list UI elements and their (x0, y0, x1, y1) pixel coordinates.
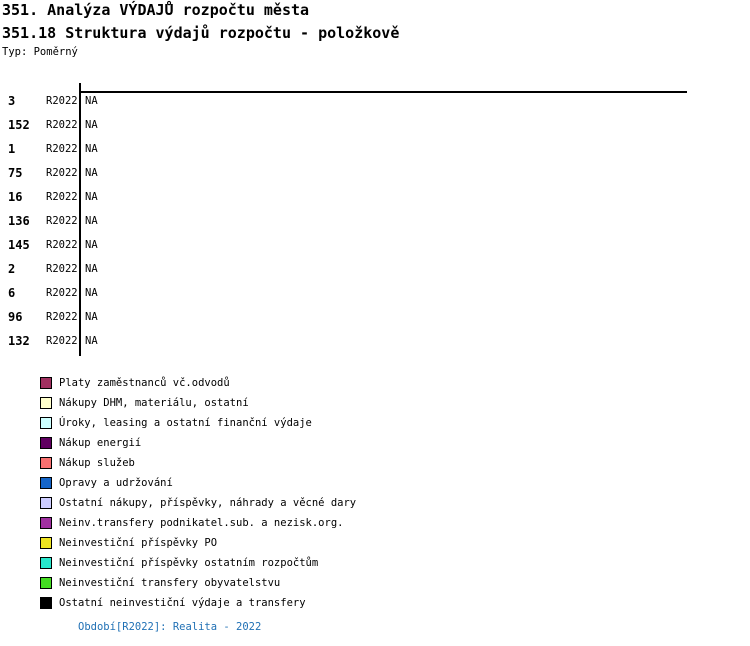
row-category-label: 6 (8, 286, 16, 300)
legend-label: Opravy a udržování (59, 477, 173, 489)
row-category-label: 3 (8, 94, 16, 108)
legend-item (40, 496, 356, 510)
legend-swatch-icon (40, 437, 52, 449)
chart-row (0, 117, 750, 133)
row-period-label: R2022 (46, 263, 78, 275)
row-period-label: R2022 (46, 335, 78, 347)
row-period-label: R2022 (46, 311, 78, 323)
row-value-label: NA (85, 191, 98, 203)
report-type-label: Typ: Poměrný (2, 46, 78, 58)
legend-label: Ostatní nákupy, příspěvky, náhrady a věcné dary (59, 497, 357, 509)
row-category-label: 145 (8, 238, 30, 252)
legend-item (40, 376, 230, 390)
legend-swatch-icon (40, 577, 52, 589)
chart-row (0, 93, 750, 109)
row-value-label: NA (85, 143, 98, 155)
chart-row (0, 141, 750, 157)
report-title: 351. Analýza VÝDAJŮ rozpočtu města (2, 1, 310, 19)
chart-row (0, 285, 750, 301)
row-category-label: 96 (8, 310, 23, 324)
legend-item (40, 516, 343, 530)
row-value-label: NA (85, 239, 98, 251)
row-period-label: R2022 (46, 95, 78, 107)
legend-item (40, 456, 135, 470)
legend-item (40, 476, 173, 490)
legend-item (40, 436, 141, 450)
row-category-label: 16 (8, 190, 23, 204)
legend-swatch-icon (40, 377, 52, 389)
legend-label: Neinvestiční transfery obyvatelstvu (59, 577, 281, 589)
legend-swatch-icon (40, 597, 52, 609)
legend-swatch-icon (40, 397, 52, 409)
legend-label: Neinv.transfery podnikatel.sub. a nezisk.org. (59, 517, 344, 529)
chart-row (0, 189, 750, 205)
row-value-label: NA (85, 263, 98, 275)
legend-label: Ostatní neinvestiční výdaje a transfery (59, 597, 306, 609)
legend-label: Nákup služeb (59, 457, 135, 469)
report-subtitle: 351.18 Struktura výdajů rozpočtu - položkově (2, 24, 400, 42)
row-value-label: NA (85, 95, 98, 107)
row-category-label: 2 (8, 262, 16, 276)
row-period-label: R2022 (46, 167, 78, 179)
legend-label: Platy zaměstnanců vč.odvodů (59, 377, 230, 389)
row-period-label: R2022 (46, 143, 78, 155)
row-period-label: R2022 (46, 287, 78, 299)
legend-swatch-icon (40, 457, 52, 469)
legend-swatch-icon (40, 477, 52, 489)
period-footer: Období[R2022]: Realita - 2022 (78, 621, 262, 633)
row-category-label: 75 (8, 166, 23, 180)
legend-item (40, 416, 312, 430)
legend-swatch-icon (40, 537, 52, 549)
row-value-label: NA (85, 119, 98, 131)
legend-label: Neinvestiční příspěvky ostatním rozpočtům (59, 557, 319, 569)
row-value-label: NA (85, 215, 98, 227)
row-period-label: R2022 (46, 191, 78, 203)
legend-swatch-icon (40, 517, 52, 529)
chart-row (0, 261, 750, 277)
legend-swatch-icon (40, 417, 52, 429)
legend-item (40, 596, 306, 610)
legend-item (40, 576, 280, 590)
row-value-label: NA (85, 287, 98, 299)
row-value-label: NA (85, 311, 98, 323)
legend-swatch-icon (40, 497, 52, 509)
row-category-label: 132 (8, 334, 30, 348)
row-period-label: R2022 (46, 119, 78, 131)
row-value-label: NA (85, 335, 98, 347)
legend-label: Nákup energií (59, 437, 142, 449)
row-category-label: 152 (8, 118, 30, 132)
row-period-label: R2022 (46, 239, 78, 251)
row-category-label: 136 (8, 214, 30, 228)
chart-row (0, 213, 750, 229)
row-period-label: R2022 (46, 215, 78, 227)
legend-swatch-icon (40, 557, 52, 569)
chart-row (0, 333, 750, 349)
chart-row (0, 237, 750, 253)
legend-label: Úroky, leasing a ostatní finanční výdaje (59, 417, 312, 429)
row-value-label: NA (85, 167, 98, 179)
row-category-label: 1 (8, 142, 16, 156)
legend-label: Nákupy DHM, materiálu, ostatní (59, 397, 249, 409)
chart-row (0, 309, 750, 325)
legend-item (40, 556, 318, 570)
legend-label: Neinvestiční příspěvky PO (59, 537, 218, 549)
legend-item (40, 536, 217, 550)
chart-row (0, 165, 750, 181)
legend-item (40, 396, 249, 410)
